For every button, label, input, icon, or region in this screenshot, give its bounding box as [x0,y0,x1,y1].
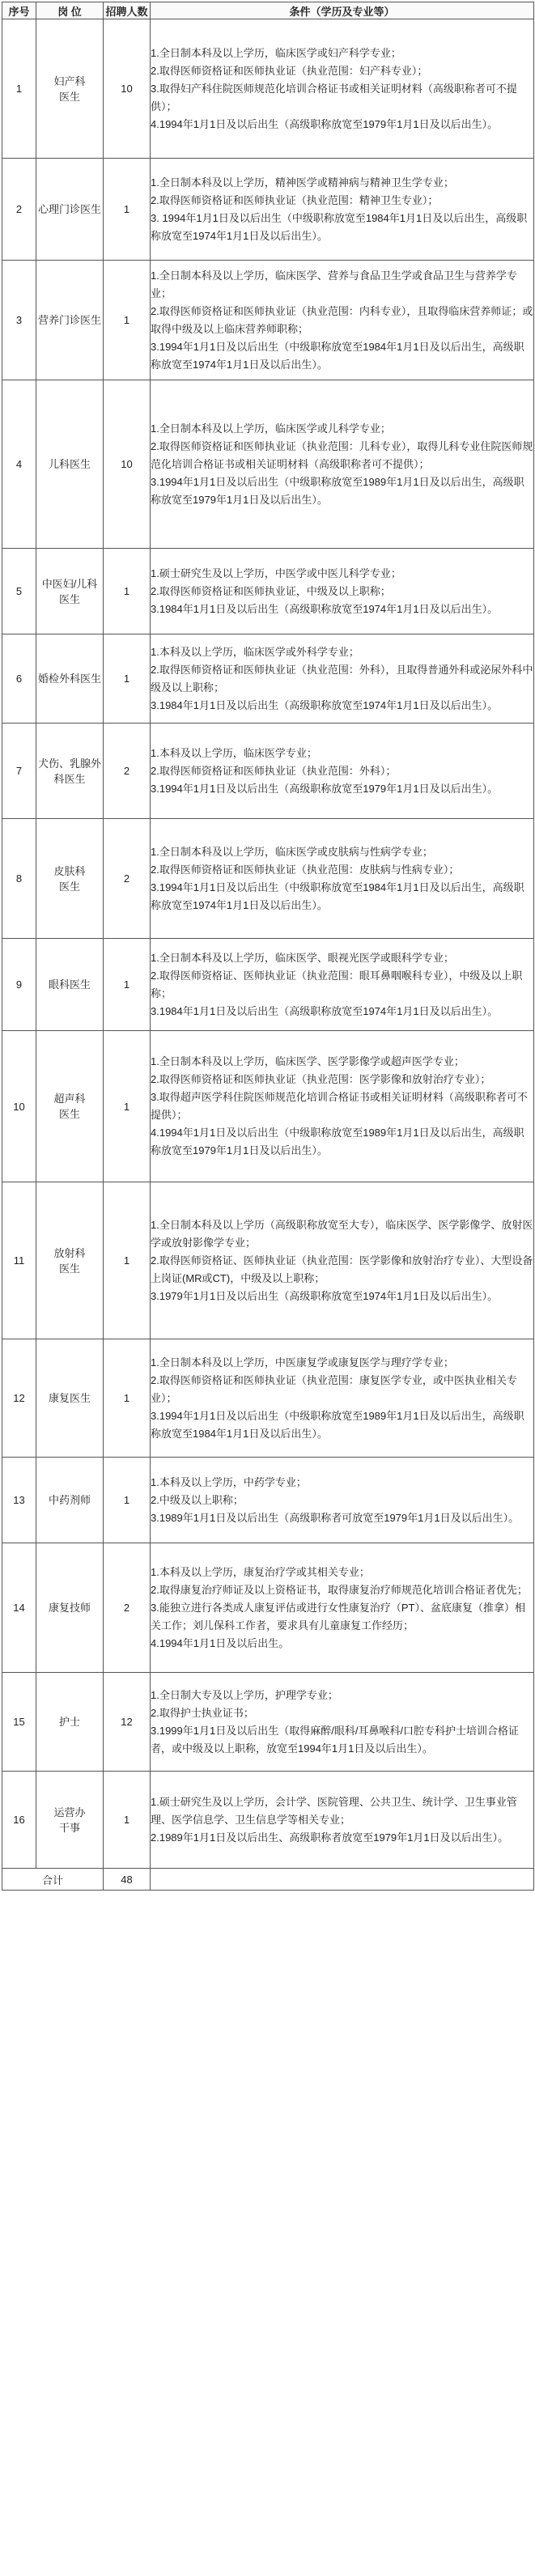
condition-line: 2.取得医师资格证和医师执业证（执业范围：儿科专业），取得儿科专业住院医师规范化培训合格证书或相关证明材料（高级职称者可不提供）； [151,439,533,470]
row-number: 11 [2,1182,36,1339]
row-number: 7 [2,724,36,819]
condition-line: 3.1984年1月1日及以后出生（高级职称放宽至1974年1月1日及以后出生）。 [151,602,499,615]
row-number: 13 [2,1458,36,1543]
condition-line: 2.取得医师资格证和医师执业证（执业范围：医学影像和放射治疗专业）； [151,1073,491,1085]
position-name: 运营办 干事 [36,1772,104,1869]
table-row [2,1543,534,1673]
condition-line: 2.取得医师资格证和医师执业证（执业范围：外科）； [151,764,397,777]
row-number: 8 [2,819,36,939]
conditions-cell [151,159,534,261]
conditions-cell [151,1458,534,1543]
table-row [2,724,534,819]
position-name: 犬伤、乳腺外 科医生 [36,724,104,819]
conditions-cell [151,1339,534,1458]
position-name: 超声科 医生 [36,1031,104,1182]
condition-line: 3.1994年1月1日及以后出生（中级职称放宽至1984年1月1日及以后出生，高级职称放宽至1974年1月1日及以后出生）。 [151,881,524,911]
position-name: 中医妇/儿科 医生 [36,549,104,634]
condition-line: 3.1999年1月1日及以后出生（取得麻醉/眼科/耳鼻喉科/口腔专科护士培训合格证者，或中级及以上职称，放宽至1994年1月1日及以后出生）。 [151,1724,520,1755]
condition-line: 3.取得妇产科住院医师规范化培训合格证书或相关证明材料（高级职称者可不提供）； [151,82,517,112]
position-name: 中药剂师 [36,1458,104,1543]
position-name: 护士 [36,1673,104,1772]
hiring-count: 1 [104,1031,151,1182]
condition-line: 3.1994年1月1日及以后出生（高级职称放宽至1979年1月1日及以后出生）。 [151,782,499,795]
table-row [2,261,534,380]
condition-line: 1.全日制本科及以上学历，精神医学或精神病与精神卫生学专业； [151,176,454,189]
row-number: 4 [2,380,36,549]
position-name: 营养门诊医生 [36,261,104,380]
row-number: 6 [2,634,36,724]
recruitment-table [2,2,534,1891]
condition-line: 1.全日制本科及以上学历，临床医学或妇产科学专业； [151,46,401,59]
hiring-count: 1 [104,261,151,380]
condition-line: 2.取得医师资格证和医师执业证（执业范围：精神卫生专业）； [151,193,439,206]
condition-line: 1.全日制本科及以上学历，临床医学、营养与食品卫生学或食品卫生与营养学专业； [151,269,517,299]
condition-line: 4.1994年1月1日及以后出生。 [151,1636,290,1649]
conditions-cell [151,1673,534,1772]
condition-line: 2.中级及以上职称； [151,1493,244,1506]
condition-line: 2.取得医师资格证和医师执业证（执业范围：妇产科专业）； [151,64,428,77]
table-row [2,1458,534,1543]
table-row [2,939,534,1031]
condition-line: 3.1984年1月1日及以后出生（高级职称放宽至1974年1月1日及以后出生）。 [151,1004,499,1017]
table-row [2,549,534,634]
position-name: 婚检外科医生 [36,634,104,724]
condition-line: 2.取得护士执业证书； [151,1706,254,1719]
position-name: 心理门诊医生 [36,159,104,261]
conditions-cell [151,1772,534,1869]
hiring-count: 1 [104,634,151,724]
conditions-cell [151,549,534,634]
condition-line: 2.取得医师资格证和医师执业证（执业范围：内科专业），且取得临床营养师证；或取得中级及以上临床营养师职称； [151,304,533,335]
conditions-cell [151,819,534,939]
conditions-cell [151,380,534,549]
hiring-count: 1 [104,1339,151,1458]
condition-line: 2.取得康复治疗师证及以上资格证书，取得康复治疗师规范化培训合格证者优先； [151,1583,528,1596]
total-row [2,1869,534,1891]
row-number: 3 [2,261,36,380]
table-row [2,380,534,549]
condition-line: 1.全日制本科及以上学历，临床医学或儿科学专业； [151,422,391,435]
table-row [2,634,534,724]
row-number: 16 [2,1772,36,1869]
row-number: 1 [2,19,36,159]
condition-line: 2.取得医师资格证、医师执业证（执业范围：医学影像和放射治疗专业）、大型设备上岗证(MR或CT)，中级及以上职称； [151,1254,533,1284]
condition-line: 2.取得医师资格证和医师执业证，中级及以上职称； [151,584,391,597]
conditions-cell [151,634,534,724]
total-count: 48 [104,1869,151,1891]
condition-line: 1.全日制大专及以上学历，护理学专业； [151,1688,338,1701]
condition-line: 1.全日制本科及以上学历，中医康复学或康复医学与理疗学专业； [151,1356,454,1369]
conditions-cell [151,939,534,1031]
row-number: 9 [2,939,36,1031]
condition-line: 1.全日制本科及以上学历，临床医学、眼视光医学或眼科学专业； [151,951,454,964]
condition-line: 3.1979年1月1日及以后出生（高级职称放宽至1974年1月1日及以后出生）。 [151,1289,499,1302]
condition-line: 3.能独立进行各类成人康复评估或进行女性康复治疗（PT）、盆底康复（推拿）相关工作；刘儿保科工作者，要求具有儿童康复工作经历； [151,1601,525,1632]
condition-line: 1.硕士研究生及以上学历，中医学或中医儿科学专业； [151,567,401,579]
condition-line: 2.取得医师资格证、医师执业证（执业范围：眼耳鼻咽喉科专业），中级及以上职称； [151,969,523,999]
table-row [2,1031,534,1182]
hiring-count: 10 [104,19,151,159]
header-position: 岗 位 [36,2,104,19]
condition-line: 3.1994年1月1日及以后出生（中级职称放宽至1989年1月1日及以后出生，高级职称放宽至1979年1月1日及以后出生）。 [151,475,524,506]
condition-line: 2.取得医师资格证和医师执业证（执业范围：皮肤病与性病专业）； [151,863,460,876]
row-number: 5 [2,549,36,634]
header-conditions: 条件（学历及专业等） [151,2,534,19]
condition-line: 4.1994年1月1日及以后出生（高级职称放宽至1979年1月1日及以后出生）。 [151,117,499,130]
hiring-count: 2 [104,724,151,819]
table-header [2,2,534,19]
row-number: 2 [2,159,36,261]
table-row [2,1673,534,1772]
table-body [2,19,534,1869]
position-name: 康复医生 [36,1339,104,1458]
condition-line: 1.全日制本科及以上学历（高级职称放宽至大专），临床医学、医学影像学、放射医学或放射影像学专业； [151,1218,533,1249]
hiring-count: 2 [104,819,151,939]
hiring-count: 10 [104,380,151,549]
table-row [2,1772,534,1869]
conditions-cell [151,19,534,159]
hiring-count: 2 [104,1543,151,1673]
position-name: 康复技师 [36,1543,104,1673]
conditions-cell [151,1031,534,1182]
condition-line: 3.取得超声医学科住院医师规范化培训合格证书或相关证明材料（高级职称者可不提供）； [151,1091,528,1121]
hiring-count: 1 [104,549,151,634]
position-name: 皮肤科 医生 [36,819,104,939]
header-count: 招聘人数 [104,2,151,19]
total-label: 合计 [2,1869,104,1891]
condition-line: 1.全日制本科及以上学历，临床医学或皮肤病与性病学专业； [151,845,433,858]
conditions-cell [151,261,534,380]
condition-line: 3.1994年1月1日及以后出生（中级职称放宽至1989年1月1日及以后出生，高级职称放宽至1984年1月1日及以后出生）。 [151,1409,524,1440]
hiring-count: 1 [104,1458,151,1543]
header-no: 序号 [2,2,36,19]
row-number: 14 [2,1543,36,1673]
position-name: 眼科医生 [36,939,104,1031]
condition-line: 3.1984年1月1日及以后出生（高级职称放宽至1974年1月1日及以后出生）。 [151,698,499,711]
condition-line: 1.本科及以上学历，临床医学专业； [151,746,317,759]
condition-line: 2.1989年1月1日及以后出生、高级职称者放宽至1979年1月1日及以后出生）。 [151,1831,509,1844]
condition-line: 3.1994年1月1日及以后出生（中级职称放宽至1984年1月1日及以后出生，高级职称放宽至1974年1月1日及以后出生）。 [151,340,524,371]
conditions-cell [151,1543,534,1673]
hiring-count: 1 [104,1772,151,1869]
conditions-cell [151,724,534,819]
condition-line: 1.本科及以上学历，临床医学或外科学专业； [151,645,359,658]
row-number: 12 [2,1339,36,1458]
hiring-count: 1 [104,159,151,261]
condition-line: 3. 1994年1月1日及以后出生（中级职称放宽至1984年1月1日及以后出生，高级职称放宽至1974年1月1日及以后出生）。 [151,211,528,242]
total-empty [151,1869,534,1891]
condition-line: 1.硕士研究生及以上学历，会计学、医院管理、公共卫生、统计学、卫生事业管理、医学信息学、卫生信息学等相关专业； [151,1795,517,1826]
hiring-count: 1 [104,1182,151,1339]
table-row [2,1182,534,1339]
row-number: 15 [2,1673,36,1772]
condition-line: 1.全日制本科及以上学历，临床医学、医学影像学或超声医学专业； [151,1055,465,1067]
table-row [2,159,534,261]
position-name: 放射科 医生 [36,1182,104,1339]
condition-line: 3.1989年1月1日及以后出生（高级职称者可放宽至1979年1月1日及以后出生）。 [151,1511,520,1524]
hiring-count: 1 [104,939,151,1031]
condition-line: 2.取得医师资格证和医师执业证（执业范围：康复医学专业，或中医执业相关专业）； [151,1373,517,1404]
condition-line: 1.本科及以上学历，康复治疗学或其相关专业； [151,1565,370,1578]
position-name: 妇产科 医生 [36,19,104,159]
conditions-cell [151,1182,534,1339]
row-number: 10 [2,1031,36,1182]
table-row [2,1339,534,1458]
position-name: 儿科医生 [36,380,104,549]
condition-line: 2.取得医师资格证和医师执业证（执业范围：外科），且取得普通外科或泌尿外科中级及以上职称； [151,663,533,694]
condition-line: 4.1994年1月1日及以后出生（中级职称放宽至1989年1月1日及以后出生，高级职称放宽至1979年1月1日及以后出生）。 [151,1127,524,1156]
table-row [2,819,534,939]
hiring-count: 12 [104,1673,151,1772]
condition-line: 1.本科及以上学历，中药学专业； [151,1475,307,1488]
table-row [2,19,534,159]
